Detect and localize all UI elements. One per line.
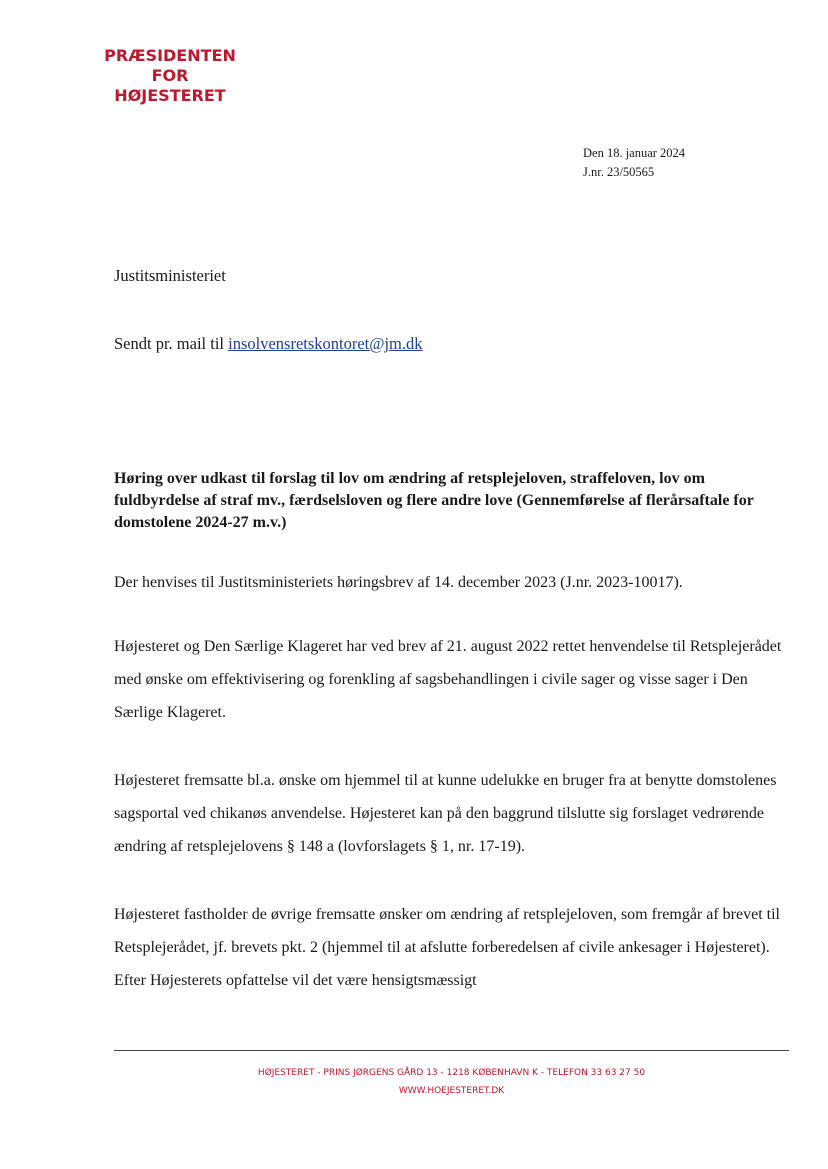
footer-divider [114, 1050, 789, 1051]
letterhead-line-3: HØJESTERET [114, 86, 226, 105]
letter-date: Den 18. januar 2024 [583, 146, 686, 160]
body-paragraph-4: Højesteret fastholder de øvrige fremsatte ønsker om ændring af retsplejeloven, som fremgår af brevet til Retsplejerådet, jf. brevets pkt. 2 (hjemmel til at afslutte forberedelsen af civile ankesager i Højesteret). Efter Højesterets opfattelse vil det være hensigtsmæssigt [114, 906, 780, 989]
body-paragraph-2: Højesteret og Den Særlige Klageret har ved brev af 21. august 2022 rettet henvendelse til Retsplejerådet med ønske om effektivisering og forenkling af sagsbehandlingen i civile sager og visse sager i Den Særlige Klageret. [114, 638, 782, 721]
letterhead-line-2: FOR [151, 66, 189, 85]
letterhead-line-1: PRÆSIDENTEN [104, 46, 236, 65]
email-link[interactable]: insolvensretskontoret@jm.dk [228, 334, 423, 353]
letterhead-logo [90, 46, 250, 106]
footer [114, 1064, 789, 1100]
body-paragraph-1: Der henvises til Justitsministeriets høringsbrev af 14. december 2023 (J.nr. 2023-10017). [114, 574, 683, 591]
journal-number: J.nr. 23/50565 [583, 165, 655, 179]
subject-heading: Høring over udkast til forslag til lov om ændring af retsplejeloven, straffeloven, lov om fuldbyrdelse af straf mv., færdselsloven og flere andre love (Gennemførelse af flerårsaftale for domstolene 2024-27 m.v.) [114, 470, 754, 531]
sent-prefix: Sendt pr. mail til [114, 334, 229, 353]
footer-address: HØJESTERET - PRINS JØRGENS GÅRD 13 - 1218 KØBENHAVN K - TELEFON 33 63 27 50 [257, 1068, 646, 1078]
body-paragraph-3: Højesteret fremsatte bl.a. ønske om hjemmel til at kunne udelukke en bruger fra at benytte domstolenes sagsportal ved chikanøs anvendelse. Højesteret kan på den baggrund tilslutte sig forslaget vedrørende ændring af retsplejelovens § 148 a (lovforslagets § 1, nr. 17-19). [114, 772, 777, 855]
letter-meta [583, 144, 685, 182]
sent-line [114, 334, 423, 354]
recipient: Justitsministeriet [114, 266, 226, 285]
footer-website[interactable]: WWW.HOEJESTERET.DK [398, 1086, 505, 1096]
